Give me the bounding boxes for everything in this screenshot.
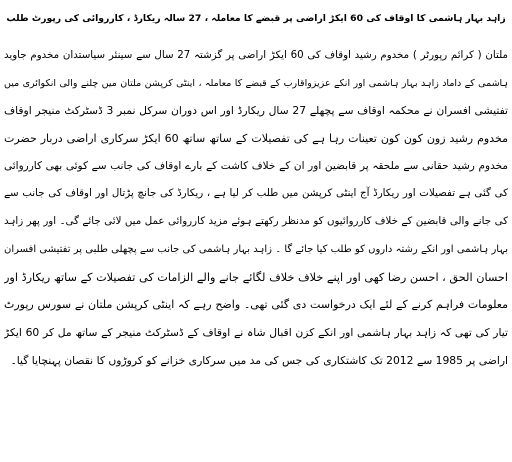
article-line: کی جانے والی قابضین کے خلاف کارروائیوں کو مدنظر رکھتے ہوئے مزید کارروائی عمل میں لائی جائے گی۔ اور پھر زاہد — [4, 215, 508, 228]
headline: زاہد بہار ہاشمی کا اوقاف کی 60 ایکڑ اراضی پر قبضے کا معاملہ ، 27 سالہ ریکارڈ ، کارروائی کی رپورٹ طلب — [6, 13, 506, 24]
article-line: ہاشمی کے داماد زاہد بہار ہاشمی اور انکے عزیزواقارب کے قبضے کا معاملہ ، اینٹی کرپشن ملتان میں چلنے والی انکوائری میں — [4, 77, 508, 89]
article-line: مخدوم رشید حقانی سے ملحقہ پر قابضین اور ان کے خلاف کاشت کے بارے اوقاف کی جانب سے کوئی بھی کارروائی — [4, 159, 508, 172]
article-line: کی گئی ہے تفصیلات اور ریکارڈ آج اینٹی کرپشن میں طلب کر لیا ہے ، ریکارڈ کی جانچ پڑتال اور اوقاف کی جانب سے — [4, 187, 508, 200]
article-line: معلومات فراہم کرنے کے لئے ایک درخواست دی گئی تھی۔ واضح رہے کہ اینٹی کرپشن ملتان نے سورس رپورٹ — [4, 298, 508, 312]
article-line: تفتیشی افسران نے محکمہ اوقاف سے پچھلے 27 سال ریکارڈ اور اس دوران سرکل نمبر 3 ڈسٹرکٹ منیجر اوقاف — [4, 104, 508, 118]
article-line: بہار ہاشمی اور انکے رشتہ داروں کو طلب کیا جائے گا ۔ زاہد بہار ہاشمی کی جانب سے پچھلی طلبی پر تفتیشی افسران — [4, 243, 508, 255]
article-line: اراضی پر 1985 سے 2012 تک کاشتکاری کی جس کی مد میں سرکاری خزانے کو کروڑوں کا نقصان پہنچایا گیا۔ — [10, 353, 508, 367]
article-line: تیار کی تھی کہ زاہد بہار ہاشمی اور انکے کزن اقبال شاہ نے اوقاف کے ڈسٹرکٹ منیجر کے ساتھ مل کر 60 ایکڑ — [4, 325, 508, 339]
article-line: مخدوم رشید زون کون کون تعینات رہا ہے کی تفصیلات کے ساتھ ساتھ 60 ایکڑ سرکاری اراضی دربار حضرت — [4, 132, 508, 146]
article-line: احسان الحق ، احسن رضا کھی اور اپنے خلاف خلاف لگائے جانے والے الزامات کی تفصیلات کے ساتھ ریکارڈ اور — [4, 270, 508, 284]
article-body — [4, 42, 508, 374]
article-line: ملتان ( کرائم رپورٹر ) مخدوم رشید اوقاف کی 60 ایکڑ اراضی پر گزشتہ 27 سال سے سینئر سیاستدان مخدوم جاوید — [4, 49, 508, 61]
